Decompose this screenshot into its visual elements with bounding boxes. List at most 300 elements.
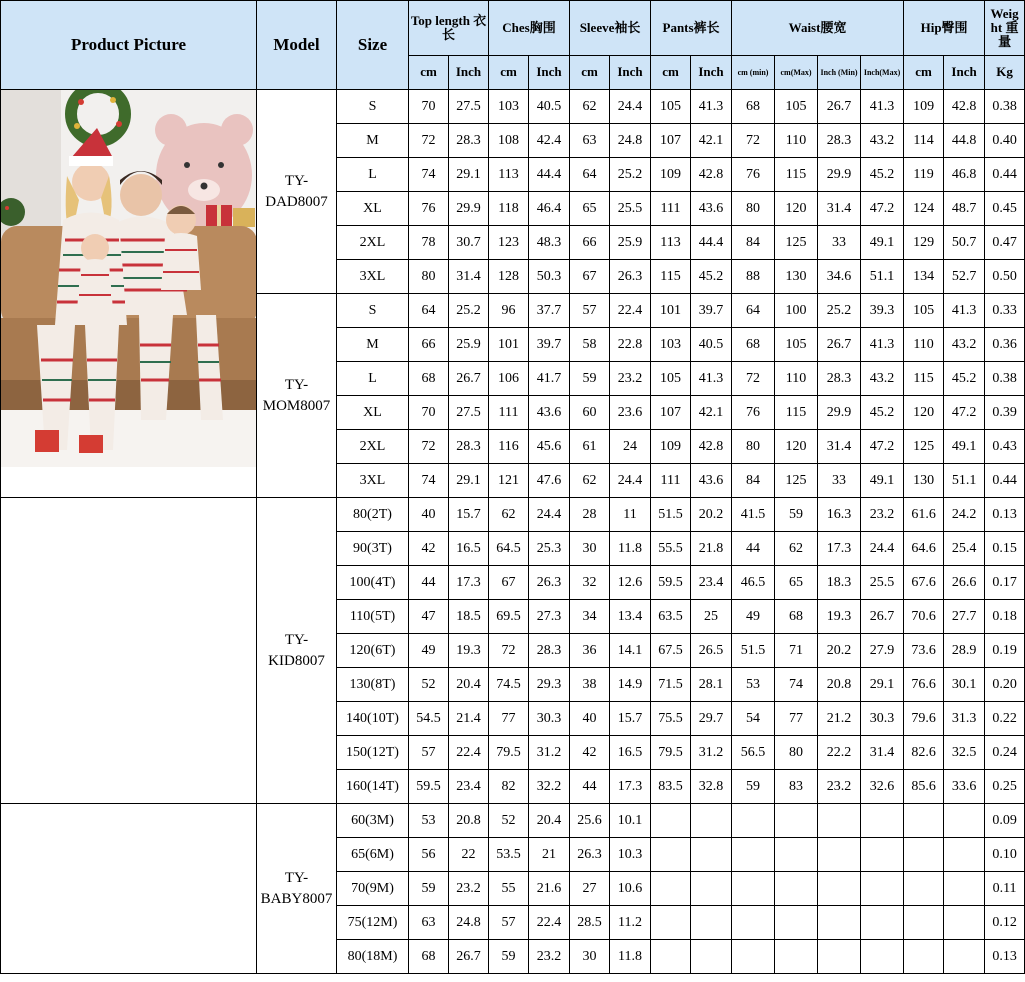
cell-sleeve-inch: 13.4: [610, 600, 651, 634]
cell-chest-cm: 62: [489, 498, 529, 532]
cell-chest-inch: 47.6: [529, 464, 570, 498]
cell-weight-kg: 0.20: [985, 668, 1025, 702]
cell-waist-cm-max: 105: [775, 328, 818, 362]
cell-chest-inch: 21.6: [529, 872, 570, 906]
cell-chest-cm: 53.5: [489, 838, 529, 872]
cell-pants-cm: 111: [651, 192, 691, 226]
header-waist: Waist腰宽: [732, 1, 904, 56]
cell-hip-inch: 26.6: [944, 566, 985, 600]
cell-chest-cm: 121: [489, 464, 529, 498]
cell-top-length-inch: 24.8: [449, 906, 489, 940]
cell-pants-cm: 113: [651, 226, 691, 260]
cell-pants-inch: 42.8: [691, 158, 732, 192]
cell-waist-inch-max: [861, 940, 904, 974]
cell-waist-inch-max: [861, 804, 904, 838]
cell-pants-cm: 109: [651, 158, 691, 192]
cell-pants-cm: 105: [651, 90, 691, 124]
cell-weight-kg: 0.44: [985, 464, 1025, 498]
header-chest: Ches胸围: [489, 1, 570, 56]
cell-waist-inch-min: 17.3: [818, 532, 861, 566]
cell-waist-cm-min: 76: [732, 158, 775, 192]
cell-size: 80(18M): [337, 940, 409, 974]
cell-pants-inch: [691, 906, 732, 940]
cell-pants-cm: 101: [651, 294, 691, 328]
cell-pants-inch: 42.1: [691, 396, 732, 430]
cell-hip-inch: 49.1: [944, 430, 985, 464]
cell-top-length-cm: 72: [409, 124, 449, 158]
cell-waist-inch-max: 49.1: [861, 226, 904, 260]
cell-hip-cm: 67.6: [904, 566, 944, 600]
cell-pants-inch: 28.1: [691, 668, 732, 702]
cell-chest-inch: 27.3: [529, 600, 570, 634]
cell-chest-inch: 21: [529, 838, 570, 872]
cell-sleeve-cm: 36: [570, 634, 610, 668]
product-picture-cell-empty: [1, 804, 257, 974]
cell-waist-inch-max: 43.2: [861, 124, 904, 158]
cell-chest-inch: 26.3: [529, 566, 570, 600]
cell-hip-cm: 64.6: [904, 532, 944, 566]
cell-top-length-inch: 26.7: [449, 362, 489, 396]
table-row: [1, 804, 1025, 838]
cell-sleeve-inch: 24.8: [610, 124, 651, 158]
cell-hip-cm: [904, 940, 944, 974]
cell-sleeve-inch: 25.5: [610, 192, 651, 226]
table-row: [1, 90, 1025, 124]
cell-weight-kg: 0.44: [985, 158, 1025, 192]
cell-pants-cm: 51.5: [651, 498, 691, 532]
family-pajamas-photo: [1, 90, 257, 467]
cell-waist-cm-max: 125: [775, 226, 818, 260]
cell-waist-inch-min: 26.7: [818, 328, 861, 362]
cell-top-length-cm: 76: [409, 192, 449, 226]
cell-waist-inch-min: 29.9: [818, 158, 861, 192]
cell-sleeve-inch: 11.8: [610, 532, 651, 566]
cell-hip-inch: [944, 906, 985, 940]
cell-waist-cm-max: [775, 838, 818, 872]
subheader-inch: Inch: [691, 56, 732, 90]
cell-sleeve-cm: 38: [570, 668, 610, 702]
cell-sleeve-inch: 14.1: [610, 634, 651, 668]
cell-top-length-cm: 40: [409, 498, 449, 532]
cell-top-length-cm: 54.5: [409, 702, 449, 736]
cell-waist-inch-min: 22.2: [818, 736, 861, 770]
size-chart-body: [1, 90, 1025, 974]
cell-sleeve-inch: 25.9: [610, 226, 651, 260]
subheader-inch: Inch: [529, 56, 570, 90]
cell-size: 130(8T): [337, 668, 409, 702]
cell-sleeve-cm: 44: [570, 770, 610, 804]
cell-pants-cm: 111: [651, 464, 691, 498]
cell-waist-cm-min: [732, 838, 775, 872]
cell-hip-cm: 105: [904, 294, 944, 328]
cell-waist-cm-max: 65: [775, 566, 818, 600]
cell-top-length-cm: 68: [409, 940, 449, 974]
cell-waist-cm-min: [732, 804, 775, 838]
cell-waist-inch-min: 29.9: [818, 396, 861, 430]
cell-chest-cm: 59: [489, 940, 529, 974]
cell-pants-cm: [651, 906, 691, 940]
cell-pants-cm: 55.5: [651, 532, 691, 566]
cell-top-length-inch: 17.3: [449, 566, 489, 600]
cell-top-length-cm: 78: [409, 226, 449, 260]
cell-waist-inch-max: 45.2: [861, 158, 904, 192]
cell-top-length-cm: 68: [409, 362, 449, 396]
cell-hip-cm: [904, 906, 944, 940]
cell-waist-cm-min: 41.5: [732, 498, 775, 532]
model-name-kid: TY-KID8007: [257, 498, 337, 804]
cell-sleeve-inch: 17.3: [610, 770, 651, 804]
cell-hip-cm: 110: [904, 328, 944, 362]
cell-hip-cm: 61.6: [904, 498, 944, 532]
cell-waist-inch-max: 51.1: [861, 260, 904, 294]
cell-waist-inch-min: 33: [818, 464, 861, 498]
cell-pants-inch: 41.3: [691, 362, 732, 396]
cell-hip-inch: 46.8: [944, 158, 985, 192]
cell-hip-cm: 120: [904, 396, 944, 430]
cell-sleeve-cm: 66: [570, 226, 610, 260]
cell-top-length-inch: 27.5: [449, 396, 489, 430]
cell-top-length-inch: 29.1: [449, 158, 489, 192]
cell-waist-cm-max: 110: [775, 362, 818, 396]
cell-sleeve-cm: 61: [570, 430, 610, 464]
header-weight: Weig ht 重量: [985, 1, 1025, 56]
cell-chest-inch: 25.3: [529, 532, 570, 566]
cell-chest-cm: 103: [489, 90, 529, 124]
cell-chest-inch: 28.3: [529, 634, 570, 668]
cell-size: 80(2T): [337, 498, 409, 532]
header-model: Model: [257, 1, 337, 90]
cell-sleeve-cm: 57: [570, 294, 610, 328]
cell-chest-cm: 64.5: [489, 532, 529, 566]
cell-chest-cm: 57: [489, 906, 529, 940]
cell-chest-cm: 52: [489, 804, 529, 838]
subheader-cm: cm: [651, 56, 691, 90]
cell-waist-cm-min: 68: [732, 328, 775, 362]
cell-top-length-cm: 59: [409, 872, 449, 906]
cell-size: 140(10T): [337, 702, 409, 736]
cell-pants-inch: [691, 838, 732, 872]
cell-pants-inch: 31.2: [691, 736, 732, 770]
cell-sleeve-inch: 24: [610, 430, 651, 464]
cell-waist-inch-max: 47.2: [861, 192, 904, 226]
cell-top-length-cm: 57: [409, 736, 449, 770]
cell-hip-inch: 32.5: [944, 736, 985, 770]
cell-waist-cm-min: 56.5: [732, 736, 775, 770]
cell-hip-inch: [944, 838, 985, 872]
cell-pants-inch: 39.7: [691, 294, 732, 328]
cell-top-length-inch: 28.3: [449, 124, 489, 158]
cell-hip-cm: 70.6: [904, 600, 944, 634]
cell-waist-inch-min: [818, 804, 861, 838]
cell-pants-inch: 25: [691, 600, 732, 634]
cell-waist-inch-max: 25.5: [861, 566, 904, 600]
cell-top-length-inch: 25.9: [449, 328, 489, 362]
cell-chest-inch: 29.3: [529, 668, 570, 702]
cell-waist-inch-min: 31.4: [818, 430, 861, 464]
cell-waist-cm-max: 110: [775, 124, 818, 158]
cell-hip-inch: 52.7: [944, 260, 985, 294]
cell-sleeve-cm: 30: [570, 940, 610, 974]
cell-top-length-inch: 27.5: [449, 90, 489, 124]
cell-waist-cm-min: [732, 872, 775, 906]
cell-hip-cm: 119: [904, 158, 944, 192]
cell-pants-inch: [691, 940, 732, 974]
cell-pants-inch: 32.8: [691, 770, 732, 804]
cell-top-length-inch: 30.7: [449, 226, 489, 260]
cell-pants-cm: 105: [651, 362, 691, 396]
cell-top-length-cm: 66: [409, 328, 449, 362]
cell-sleeve-inch: 15.7: [610, 702, 651, 736]
cell-top-length-inch: 15.7: [449, 498, 489, 532]
cell-pants-inch: 21.8: [691, 532, 732, 566]
cell-sleeve-cm: 62: [570, 90, 610, 124]
cell-pants-inch: [691, 872, 732, 906]
cell-waist-cm-max: 100: [775, 294, 818, 328]
cell-sleeve-inch: 14.9: [610, 668, 651, 702]
subheader-cm: cm: [489, 56, 529, 90]
cell-pants-cm: 71.5: [651, 668, 691, 702]
cell-top-length-cm: 74: [409, 464, 449, 498]
cell-hip-cm: 130: [904, 464, 944, 498]
cell-hip-inch: 27.7: [944, 600, 985, 634]
cell-waist-inch-max: 43.2: [861, 362, 904, 396]
cell-sleeve-inch: 22.8: [610, 328, 651, 362]
cell-top-length-cm: 44: [409, 566, 449, 600]
cell-top-length-inch: 20.8: [449, 804, 489, 838]
cell-top-length-cm: 70: [409, 90, 449, 124]
cell-waist-cm-max: 115: [775, 396, 818, 430]
cell-weight-kg: 0.50: [985, 260, 1025, 294]
cell-waist-cm-min: 49: [732, 600, 775, 634]
cell-weight-kg: 0.24: [985, 736, 1025, 770]
subheader-cm: cm: [904, 56, 944, 90]
cell-waist-cm-max: [775, 906, 818, 940]
cell-waist-cm-max: 77: [775, 702, 818, 736]
cell-hip-inch: 28.9: [944, 634, 985, 668]
cell-chest-cm: 111: [489, 396, 529, 430]
cell-waist-inch-min: [818, 940, 861, 974]
cell-pants-cm: 79.5: [651, 736, 691, 770]
cell-hip-inch: [944, 804, 985, 838]
model-name-baby: TY-BABY8007: [257, 804, 337, 974]
cell-waist-inch-min: [818, 838, 861, 872]
cell-waist-inch-min: 16.3: [818, 498, 861, 532]
cell-top-length-inch: 26.7: [449, 940, 489, 974]
cell-chest-inch: 45.6: [529, 430, 570, 464]
subheader-cm-max: cm(Max): [775, 56, 818, 90]
cell-size: L: [337, 362, 409, 396]
cell-hip-inch: 30.1: [944, 668, 985, 702]
cell-waist-cm-max: 130: [775, 260, 818, 294]
cell-waist-inch-min: [818, 906, 861, 940]
cell-chest-cm: 113: [489, 158, 529, 192]
cell-sleeve-inch: 16.5: [610, 736, 651, 770]
cell-pants-cm: 109: [651, 430, 691, 464]
cell-sleeve-cm: 63: [570, 124, 610, 158]
cell-waist-cm-min: 80: [732, 192, 775, 226]
cell-chest-cm: 82: [489, 770, 529, 804]
header-sleeve: Sleeve袖长: [570, 1, 651, 56]
cell-pants-cm: 103: [651, 328, 691, 362]
cell-top-length-inch: 28.3: [449, 430, 489, 464]
cell-pants-cm: 75.5: [651, 702, 691, 736]
cell-weight-kg: 0.18: [985, 600, 1025, 634]
header-product-picture: Product Picture: [1, 1, 257, 90]
cell-sleeve-inch: 11.8: [610, 940, 651, 974]
cell-waist-cm-max: 62: [775, 532, 818, 566]
cell-sleeve-inch: 23.6: [610, 396, 651, 430]
cell-pants-inch: 44.4: [691, 226, 732, 260]
cell-chest-inch: 46.4: [529, 192, 570, 226]
cell-hip-inch: 51.1: [944, 464, 985, 498]
cell-chest-inch: 40.5: [529, 90, 570, 124]
cell-waist-cm-max: 71: [775, 634, 818, 668]
cell-sleeve-cm: 65: [570, 192, 610, 226]
cell-waist-cm-max: 125: [775, 464, 818, 498]
cell-top-length-inch: 29.9: [449, 192, 489, 226]
cell-waist-cm-max: 68: [775, 600, 818, 634]
cell-sleeve-inch: 11: [610, 498, 651, 532]
cell-top-length-inch: 20.4: [449, 668, 489, 702]
cell-weight-kg: 0.13: [985, 498, 1025, 532]
cell-waist-inch-max: 41.3: [861, 90, 904, 124]
cell-waist-cm-max: 83: [775, 770, 818, 804]
cell-hip-cm: 129: [904, 226, 944, 260]
cell-top-length-inch: 22: [449, 838, 489, 872]
cell-top-length-inch: 23.4: [449, 770, 489, 804]
cell-hip-cm: 76.6: [904, 668, 944, 702]
subheader-inch: Inch: [610, 56, 651, 90]
cell-size: M: [337, 124, 409, 158]
cell-chest-inch: 41.7: [529, 362, 570, 396]
subheader-cm: cm: [409, 56, 449, 90]
cell-sleeve-inch: 11.2: [610, 906, 651, 940]
header-size: Size: [337, 1, 409, 90]
header-top-length: Top length 衣长: [409, 1, 489, 56]
cell-waist-inch-max: 41.3: [861, 328, 904, 362]
cell-pants-cm: [651, 804, 691, 838]
cell-size: 65(6M): [337, 838, 409, 872]
cell-chest-inch: 24.4: [529, 498, 570, 532]
cell-sleeve-inch: 23.2: [610, 362, 651, 396]
cell-chest-cm: 123: [489, 226, 529, 260]
cell-hip-inch: 45.2: [944, 362, 985, 396]
cell-sleeve-cm: 60: [570, 396, 610, 430]
cell-weight-kg: 0.09: [985, 804, 1025, 838]
cell-sleeve-cm: 42: [570, 736, 610, 770]
baby-figure: [77, 234, 113, 310]
cell-hip-inch: 47.2: [944, 396, 985, 430]
cell-waist-cm-max: 105: [775, 90, 818, 124]
cell-waist-cm-max: 120: [775, 430, 818, 464]
cell-size: S: [337, 294, 409, 328]
cell-pants-cm: 59.5: [651, 566, 691, 600]
cell-waist-inch-max: 29.1: [861, 668, 904, 702]
cell-top-length-cm: 56: [409, 838, 449, 872]
cell-size: 3XL: [337, 260, 409, 294]
cell-sleeve-inch: 22.4: [610, 294, 651, 328]
cell-chest-cm: 116: [489, 430, 529, 464]
cell-chest-inch: 43.6: [529, 396, 570, 430]
kid-figure: [161, 205, 201, 290]
cell-waist-inch-max: 27.9: [861, 634, 904, 668]
cell-hip-inch: 25.4: [944, 532, 985, 566]
cell-top-length-inch: 22.4: [449, 736, 489, 770]
subheader-kg: Kg: [985, 56, 1025, 90]
cell-waist-inch-max: 31.4: [861, 736, 904, 770]
cell-pants-inch: 40.5: [691, 328, 732, 362]
cell-sleeve-cm: 62: [570, 464, 610, 498]
cell-waist-inch-min: [818, 872, 861, 906]
cell-top-length-cm: 47: [409, 600, 449, 634]
cell-waist-inch-min: 19.3: [818, 600, 861, 634]
cell-pants-cm: 115: [651, 260, 691, 294]
cell-top-length-cm: 64: [409, 294, 449, 328]
cell-sleeve-cm: 67: [570, 260, 610, 294]
cell-pants-inch: 45.2: [691, 260, 732, 294]
cell-hip-cm: 125: [904, 430, 944, 464]
cell-size: 150(12T): [337, 736, 409, 770]
cell-sleeve-inch: 26.3: [610, 260, 651, 294]
cell-waist-cm-min: 84: [732, 226, 775, 260]
cell-chest-cm: 72: [489, 634, 529, 668]
cell-chest-cm: 79.5: [489, 736, 529, 770]
cell-waist-inch-min: 25.2: [818, 294, 861, 328]
gift-box-icon: [206, 205, 255, 227]
cell-size: S: [337, 90, 409, 124]
cell-top-length-cm: 42: [409, 532, 449, 566]
cell-hip-inch: 43.2: [944, 328, 985, 362]
cell-top-length-cm: 63: [409, 906, 449, 940]
product-picture-cell: [1, 90, 257, 498]
cell-pants-inch: 42.1: [691, 124, 732, 158]
cell-top-length-cm: 70: [409, 396, 449, 430]
product-picture-cell-empty: [1, 498, 257, 804]
cell-top-length-inch: 16.5: [449, 532, 489, 566]
cell-hip-cm: 73.6: [904, 634, 944, 668]
cell-hip-cm: 115: [904, 362, 944, 396]
cell-top-length-cm: 74: [409, 158, 449, 192]
cell-top-length-inch: 21.4: [449, 702, 489, 736]
cell-sleeve-cm: 59: [570, 362, 610, 396]
cell-size: 2XL: [337, 430, 409, 464]
subheader-inch: Inch: [449, 56, 489, 90]
cell-chest-cm: 118: [489, 192, 529, 226]
cell-hip-cm: 134: [904, 260, 944, 294]
cell-sleeve-inch: 24.4: [610, 464, 651, 498]
cell-weight-kg: 0.38: [985, 90, 1025, 124]
cell-waist-inch-max: 39.3: [861, 294, 904, 328]
cell-top-length-cm: 80: [409, 260, 449, 294]
cell-chest-cm: 128: [489, 260, 529, 294]
cell-waist-cm-min: 80: [732, 430, 775, 464]
cell-waist-inch-max: [861, 838, 904, 872]
cell-hip-cm: [904, 872, 944, 906]
cell-waist-inch-min: 33: [818, 226, 861, 260]
cell-weight-kg: 0.12: [985, 906, 1025, 940]
cell-waist-cm-min: 72: [732, 124, 775, 158]
cell-sleeve-cm: 40: [570, 702, 610, 736]
cell-hip-inch: [944, 940, 985, 974]
cell-pants-inch: 20.2: [691, 498, 732, 532]
cell-waist-cm-max: 115: [775, 158, 818, 192]
cell-chest-cm: 55: [489, 872, 529, 906]
cell-pants-inch: 26.5: [691, 634, 732, 668]
cell-size: M: [337, 328, 409, 362]
cell-hip-inch: 50.7: [944, 226, 985, 260]
cell-waist-cm-min: 53: [732, 668, 775, 702]
cell-size: 90(3T): [337, 532, 409, 566]
